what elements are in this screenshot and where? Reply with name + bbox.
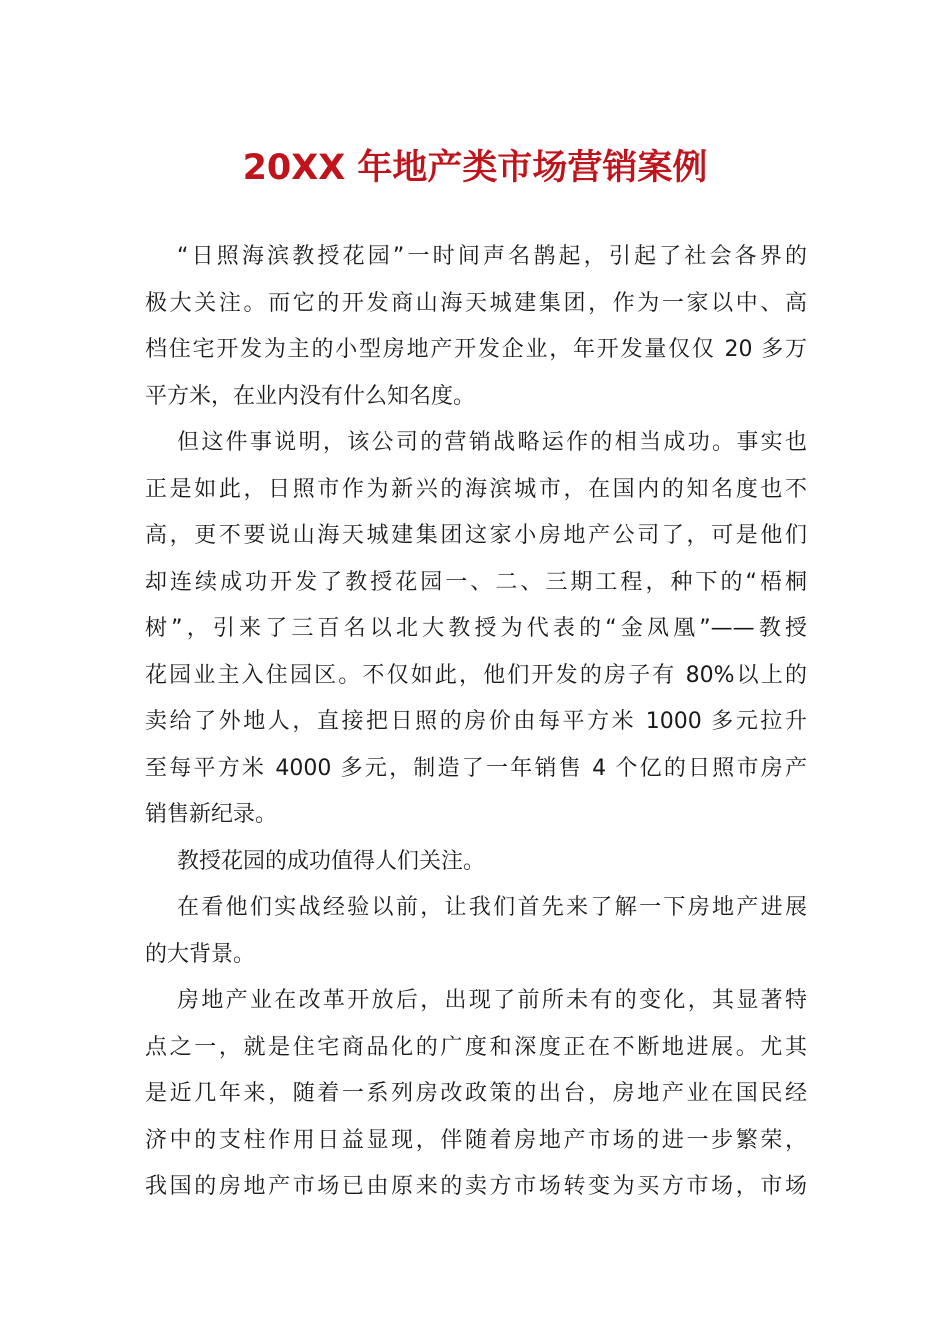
paragraph-line: 却连续成功开发了教授花园一、二、三期工程，种下的“梧桐	[145, 569, 807, 595]
paragraph-1	[145, 234, 807, 420]
paragraph-line: 我国的房地产市场已由原来的卖方市场转变为买方市场，市场	[145, 1174, 807, 1199]
paragraph-5	[145, 978, 807, 1211]
paragraph-3	[145, 839, 807, 886]
paragraph-line: 至每平方米 4000 多元，制造了一年销售 4 个亿的日照市房产	[145, 755, 807, 781]
document-body	[145, 234, 807, 1211]
paragraph-line: 销售新纪录。	[145, 802, 278, 827]
paragraph-line: 是近几年来，随着一系列房改政策的出台，房地产业在国民经	[145, 1081, 807, 1106]
paragraph-line: 在看他们实战经验以前，让我们首先来了解一下房地产进展	[177, 895, 807, 920]
paragraph-line: 卖给了外地人，直接把日照的房价由每平方米 1000 多元拉升	[145, 709, 807, 734]
paragraph-line: 房地产业在改革开放后，出现了前所未有的变化，其显著特	[177, 988, 807, 1013]
paragraph-line: 济中的支柱作用日益显现，伴随着房地产市场的进一步繁荣，	[145, 1127, 807, 1153]
paragraph-line: 点之一，就是住宅商品化的广度和深度正在不断地进展。尤其	[145, 1034, 807, 1060]
paragraph-2	[145, 420, 807, 839]
paragraph-line: 教授花园的成功值得人们关注。	[177, 848, 486, 874]
paragraph-line: “日照海滨教授花园”一时间声名鹊起，引起了社会各界的	[177, 244, 807, 269]
paragraph-line: 的大背景。	[145, 941, 256, 967]
paragraph-line: 树”，引来了三百名以北大教授为代表的“金凤凰”——教授	[145, 616, 807, 641]
paragraph-line: 花园业主入住园区。不仅如此，他们开发的房子有 80%以上的	[145, 662, 807, 688]
paragraph-line: 档住宅开发为主的小型房地产开发企业，年开发量仅仅 20 多万	[145, 337, 807, 362]
document-title: 20XX 年地产类市场营销案例	[242, 148, 708, 188]
paragraph-line: 高，更不要说山海天城建集团这家小房地产公司了，可是他们	[145, 523, 807, 548]
paragraph-4	[145, 885, 807, 978]
paragraph-line: 但这件事说明，该公司的营销战略运作的相当成功。事实也	[177, 430, 807, 455]
paragraph-line: 极大关注。而它的开发商山海天城建集团，作为一家以中、高	[145, 290, 807, 316]
paragraph-line: 正是如此，日照市作为新兴的海滨城市，在国内的知名度也不	[145, 476, 807, 502]
paragraph-line: 平方米，在业内没有什么知名度。	[145, 383, 476, 409]
